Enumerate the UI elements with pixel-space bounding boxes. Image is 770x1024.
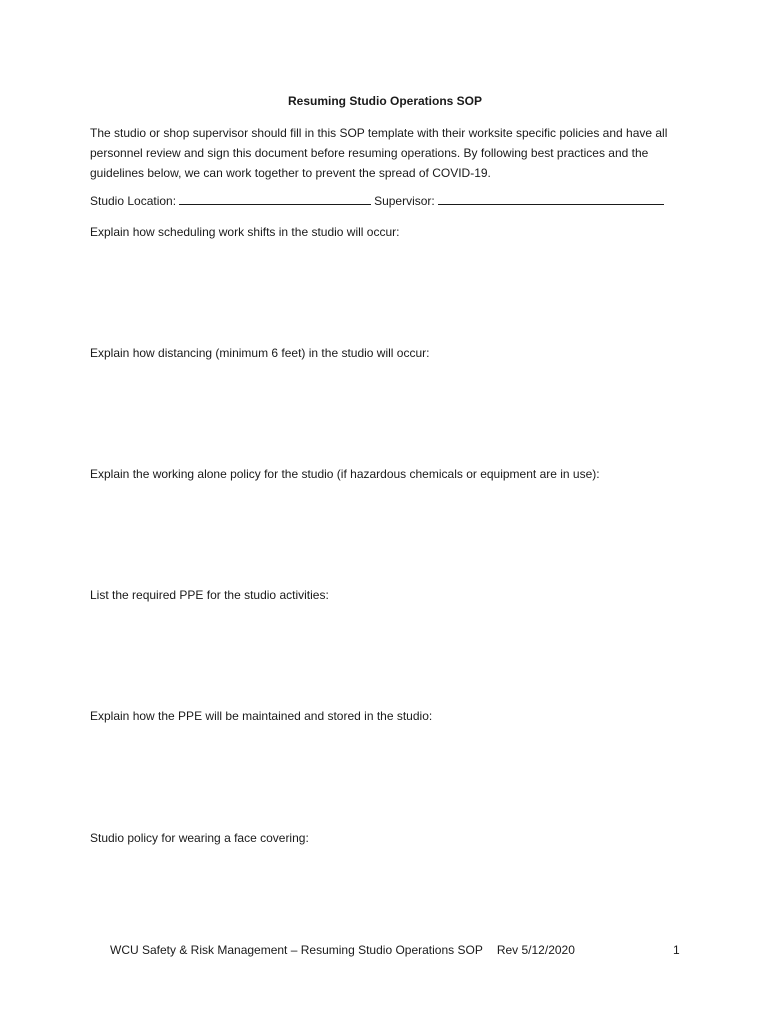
intro-paragraph: The studio or shop supervisor should fill in this SOP template with their worksite specific policies and have all personnel review and sign this document before resuming operations. By following best practices and the guidelines below, we can work together to prevent the spread of COVID-19. xyxy=(90,126,668,180)
prompt-distancing: Explain how distancing (minimum 6 feet) in the studio will occur: xyxy=(90,346,430,360)
header-fields xyxy=(90,193,690,208)
page-footer xyxy=(110,943,575,957)
prompt-required-ppe: List the required PPE for the studio activities: xyxy=(90,588,329,602)
prompt-working-alone: Explain the working alone policy for the studio (if hazardous chemicals or equipment are in use): xyxy=(90,467,600,481)
page-number: 1 xyxy=(673,943,680,957)
prompt-scheduling: Explain how scheduling work shifts in the studio will occur: xyxy=(90,225,400,239)
supervisor-label: Supervisor: xyxy=(374,194,435,208)
document-title: Resuming Studio Operations SOP xyxy=(287,94,483,108)
prompt-ppe-maintenance: Explain how the PPE will be maintained and stored in the studio: xyxy=(90,709,433,723)
studio-location-label: Studio Location: xyxy=(90,194,177,208)
prompt-face-covering: Studio policy for wearing a face covering: xyxy=(90,831,309,845)
studio-location-blank[interactable] xyxy=(179,193,371,205)
footer-revision: Rev 5/12/2020 xyxy=(496,943,575,957)
footer-text: WCU Safety & Risk Management – Resuming Studio Operations SOP xyxy=(110,943,483,957)
supervisor-blank[interactable] xyxy=(438,193,664,205)
